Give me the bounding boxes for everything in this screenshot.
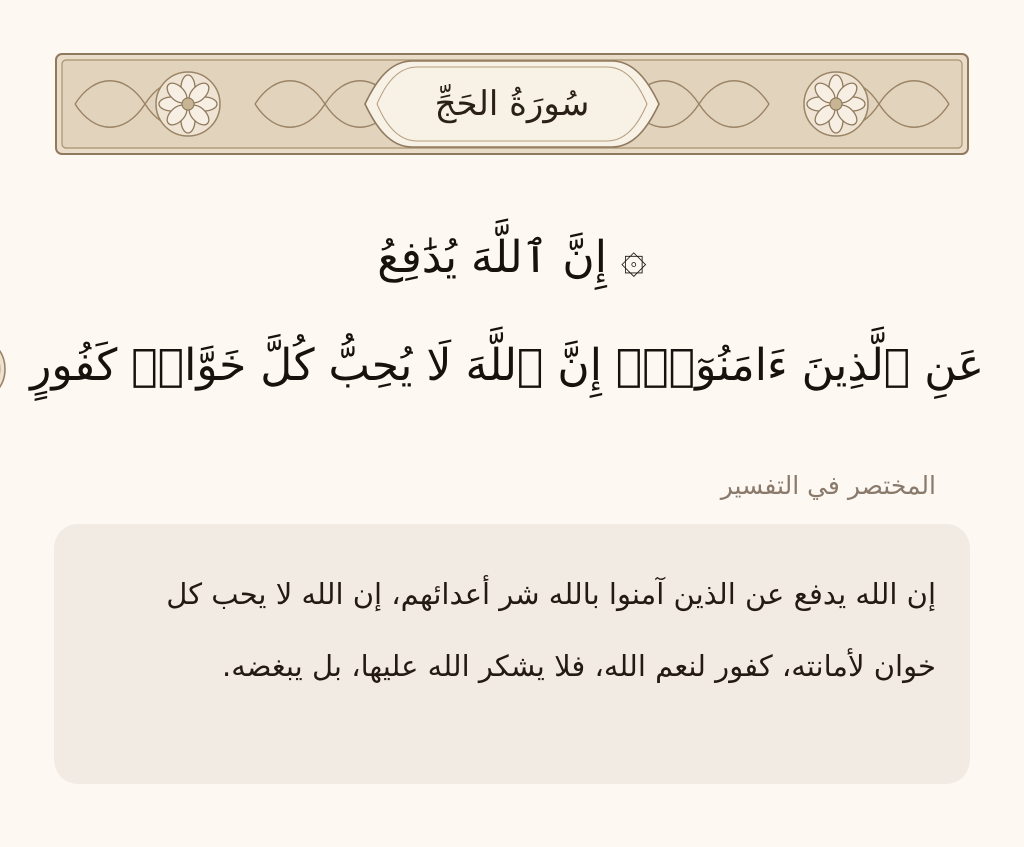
ayah-end-marker-icon [0, 337, 8, 401]
verse-line-2 [30, 318, 984, 414]
floral-rosette-icon [156, 72, 220, 136]
tafsir-box [54, 524, 970, 784]
verse-line-2-text: عَنِ ٱلَّذِينَ ءَامَنُوٓاْۗ إِنَّ ٱللَّهَ لَا يُحِبُّ كُلَّ خَوَّانٖ كَفُورٍ [30, 340, 984, 391]
floral-rosette-icon [804, 72, 868, 136]
tafsir-text: إن الله يدفع عن الذين آمنوا بالله شر أعدائهم، إن الله لا يحب كل خوان لأمانته، كفور لنعم الله، فلا يشكر الله عليها، بل يبغضه. [166, 577, 936, 683]
surah-title: سُورَةُ الحَجِّ [434, 84, 590, 124]
surah-banner [55, 53, 969, 155]
ayah-number [0, 337, 8, 401]
verse-line-1: ۞ إِنَّ ٱللَّهَ يُدَٰفِعُ [377, 232, 647, 283]
tafsir-source-label: المختصر في التفسير [720, 471, 936, 500]
